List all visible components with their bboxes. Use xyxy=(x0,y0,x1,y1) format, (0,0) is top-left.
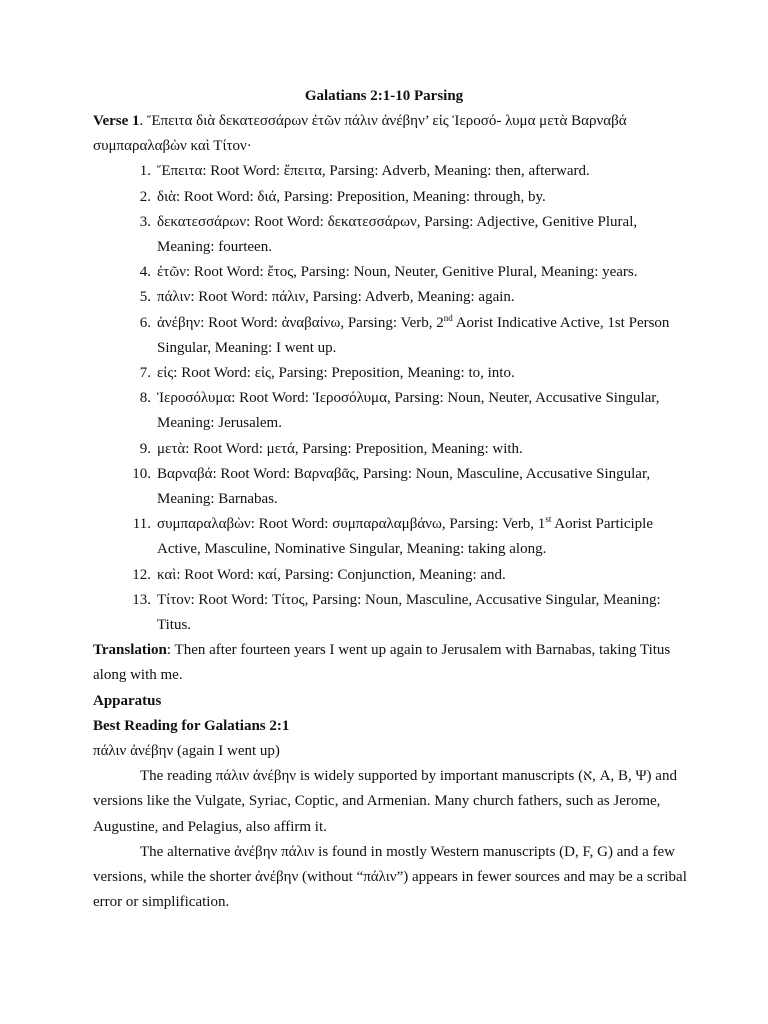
list-item-text: ἐτῶν: Root Word: ἔτος, Parsing: Noun, Neuter, Genitive Plural, Meaning: years. xyxy=(157,264,638,281)
list-number: 4. xyxy=(139,264,151,281)
list-item xyxy=(93,210,693,260)
list-item xyxy=(93,285,693,310)
list-number: 13. xyxy=(132,591,151,608)
list-item-text: διὰ: Root Word: διά, Parsing: Preposition, Meaning: through, by. xyxy=(157,188,546,205)
list-item-text: εἰς: Root Word: εἰς, Parsing: Preposition, Meaning: to, into. xyxy=(157,365,515,382)
page-title: Galatians 2:1-10 Parsing xyxy=(304,88,464,104)
list-item-text: μετὰ: Root Word: μετά, Parsing: Preposition, Meaning: with. xyxy=(157,440,523,457)
translation-label: Translation xyxy=(93,642,167,659)
document-body xyxy=(93,109,693,916)
list-number: 1. xyxy=(139,163,151,180)
list-item xyxy=(93,512,693,562)
ordinal-superscript: st xyxy=(545,514,552,525)
list-item-text: καὶ: Root Word: καί, Parsing: Conjunction, Meaning: and. xyxy=(157,566,506,583)
list-item-text: ἀνέβην: Root Word: ἀναβαίνω, Parsing: Verb, 2 xyxy=(157,314,444,331)
list-item xyxy=(93,260,693,285)
list-item-text: Βαρναβά: Root Word: Βαρναβᾶς, Parsing: Noun, Masculine, Accusative Singular, Meaning: Barnabas. xyxy=(157,465,651,508)
list-item-text-cont: Aorist Participle Active, Masculine, Nominative Singular, Meaning: taking along. xyxy=(157,516,653,558)
list-item-text-cont: Aorist Indicative Active, 1st Person Singular, Meaning: I went up. xyxy=(157,314,670,356)
best-reading-heading: Best Reading for Galatians 2:1 xyxy=(93,717,290,734)
list-number: 11. xyxy=(132,516,151,533)
verse-1-paragraph xyxy=(93,109,693,159)
list-item-text: Τίτον: Root Word: Τίτος, Parsing: Noun, Masculine, Accusative Singular, Meaning: Titus. xyxy=(157,591,661,634)
translation-text: : Then after fourteen years I went up again to Jerusalem with Barnabas, taking Titus along with me. xyxy=(93,642,671,684)
ordinal-superscript: nd xyxy=(443,312,453,323)
list-number: 9. xyxy=(139,440,151,457)
list-item-text: Ἱεροσόλυμα: Root Word: Ἱεροσόλυμα, Parsing: Noun, Neuter, Accusative Singular, Meaning: Jerusalem. xyxy=(157,390,660,432)
list-item-text: πάλιν: Root Word: πάλιν, Parsing: Adverb, Meaning: again. xyxy=(157,289,515,306)
list-item xyxy=(93,462,693,512)
list-item xyxy=(93,563,693,588)
list-item xyxy=(93,185,693,210)
body-paragraph: The alternative ἀνέβην πάλιν is found in mostly Western manuscripts (D, F, G) and a few versions, while the shorter ἀνέβην (without “πάλιν”) appears in fewer sources and may be a scribal error or simplification. xyxy=(93,843,687,911)
list-item xyxy=(93,311,693,361)
list-item-text: Ἔπειτα: Root Word: ἔπειτα, Parsing: Adverb, Meaning: then, afterward. xyxy=(157,163,590,180)
list-number: 12. xyxy=(132,566,151,583)
list-number: 2. xyxy=(139,188,151,205)
verse-text: . Ἔπειτα διὰ δεκατεσσάρων ἐτῶν πάλιν ἀνέβην’ εἰς Ἱεροσό- λυμα μετὰ Βαρναβά συμπαραλαβὼν καὶ Τίτον· xyxy=(93,113,627,155)
translation-paragraph xyxy=(93,638,693,688)
reading-line: πάλιν ἀνέβην (again I went up) xyxy=(93,743,280,760)
list-number: 6. xyxy=(139,314,151,331)
body-paragraph: The reading πάλιν ἀνέβην is widely supported by important manuscripts (א, A, B, Ψ) and versions like the Vulgate, Syriac, Coptic, and Armenian. Many church fathers, such as Jerome, Augustine, and Pelagius, also affirm it. xyxy=(93,768,677,835)
list-item xyxy=(93,437,693,462)
list-number: 5. xyxy=(139,289,151,306)
list-item-text: δεκατεσσάρων: Root Word: δεκατεσσάρων, Parsing: Adjective, Genitive Plural, Meaning: fourteen. xyxy=(157,213,638,256)
list-item xyxy=(93,386,693,436)
list-item xyxy=(93,361,693,386)
list-number: 3. xyxy=(139,213,151,230)
parsing-list xyxy=(93,159,693,638)
list-item-text: συμπαραλαβὼν: Root Word: συμπαραλαμβάνω, Parsing: Verb, 1 xyxy=(157,516,546,533)
apparatus-heading: Apparatus xyxy=(93,692,162,709)
list-item xyxy=(93,159,693,184)
verse-label: Verse 1 xyxy=(93,113,140,129)
list-number: 7. xyxy=(139,365,151,382)
list-number: 10. xyxy=(132,465,151,482)
list-item xyxy=(93,588,693,638)
list-number: 8. xyxy=(139,390,151,407)
